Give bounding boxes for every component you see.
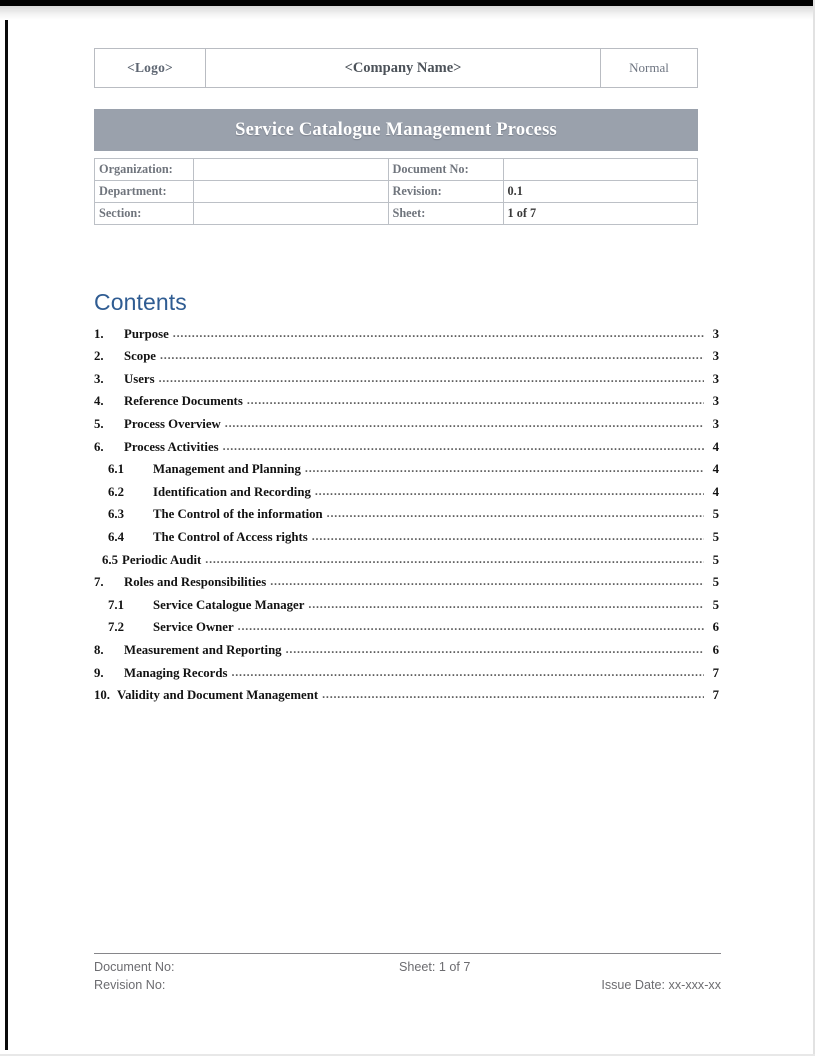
toc-entry[interactable]: [94, 409, 719, 432]
toc-entry-label: The Control of Access rights: [153, 529, 308, 544]
toc-entry-label: Management and Planning: [153, 462, 301, 477]
toc-dot-leader: [231, 666, 704, 679]
toc-dot-leader: [173, 327, 704, 340]
info-label-right: Revision:: [388, 181, 503, 203]
toc-dot-leader: [247, 394, 704, 407]
classification-cell: Normal: [601, 49, 698, 88]
toc-entry[interactable]: [94, 387, 719, 410]
toc-entry-number: 6.2: [108, 484, 124, 499]
toc-entry[interactable]: [94, 364, 719, 387]
info-label-right: Document No:: [388, 159, 503, 181]
toc-entry-label: Service Catalogue Manager: [153, 597, 305, 612]
toc-entry-page: 5: [712, 552, 719, 567]
toc-dot-leader: [205, 553, 704, 566]
toc-entry-number: 3.: [94, 371, 104, 386]
toc-dot-leader: [308, 598, 704, 611]
toc-dot-leader: [225, 417, 704, 430]
toc-entry-page: 5: [712, 597, 719, 612]
toc-entry-label: The Control of the information: [153, 507, 323, 522]
toc-entry-number: 7.1: [108, 597, 124, 612]
toc-entry-label: Periodic Audit: [122, 552, 202, 567]
toc-entry-number: 1.: [94, 326, 104, 341]
frame-top-shadow: [0, 6, 815, 20]
info-value-left: [194, 203, 389, 225]
toc-entry[interactable]: [94, 545, 719, 568]
toc-dot-leader: [160, 349, 704, 362]
footer-divider: [94, 953, 721, 954]
toc-dot-leader: [159, 372, 704, 385]
toc-entry-label: Validity and Document Management: [117, 688, 319, 703]
toc-entry-number: 7.2: [108, 620, 124, 635]
info-table-body: [95, 159, 698, 225]
toc-entry-label: Users: [124, 371, 155, 386]
toc-entry-page: 3: [712, 326, 719, 341]
header-row: [95, 49, 698, 88]
toc-dot-leader: [322, 688, 704, 701]
info-value-left: [194, 181, 389, 203]
toc-entry-label: Process Overview: [124, 416, 221, 431]
toc-entry[interactable]: [94, 568, 719, 591]
info-label-left: Department:: [95, 181, 194, 203]
toc-entry-label: Process Activities: [124, 439, 219, 454]
toc-entry-page: 4: [712, 462, 719, 477]
toc-entry[interactable]: [94, 658, 719, 681]
toc-entry-number: 10.: [94, 688, 110, 703]
info-row: [95, 181, 698, 203]
info-label-left: Section:: [95, 203, 194, 225]
toc-dot-leader: [223, 440, 704, 453]
toc-entry-page: 3: [712, 371, 719, 386]
info-label-right: Sheet:: [388, 203, 503, 225]
toc-entry-number: 6.4: [108, 529, 124, 544]
toc-entry[interactable]: [94, 522, 719, 545]
toc-entry[interactable]: [94, 319, 719, 342]
toc-entry-label: Reference Documents: [124, 394, 243, 409]
toc-dot-leader: [270, 575, 704, 588]
document-header-table: [94, 48, 698, 88]
toc-entry-number: 8.: [94, 642, 104, 657]
toc-entry-number: 5.: [94, 416, 104, 431]
toc-entry-page: 5: [712, 575, 719, 590]
toc-entry-number: 6.: [94, 439, 104, 454]
toc-entry[interactable]: [94, 681, 719, 704]
toc-entry[interactable]: [94, 635, 719, 658]
toc-entry-number: 9.: [94, 665, 104, 680]
toc-dot-leader: [286, 643, 704, 656]
toc-entry-page: 4: [712, 484, 719, 499]
info-value-left: [194, 159, 389, 181]
info-value-right: 0.1: [503, 181, 698, 203]
toc-dot-leader: [238, 620, 704, 633]
page-title: Service Catalogue Management Process: [235, 119, 557, 140]
footer-issue-date: Issue Date: xx-xxx-xx: [601, 978, 721, 992]
toc-entry-page: 7: [712, 665, 719, 680]
contents-heading: Contents: [94, 289, 187, 315]
toc-entry[interactable]: [94, 455, 719, 478]
toc-entry-page: 7: [712, 688, 719, 703]
toc-entry-page: 5: [712, 507, 719, 522]
toc-entry-label: Roles and Responsibilities: [124, 575, 267, 590]
info-value-right: [503, 159, 698, 181]
toc-entry-page: 3: [712, 394, 719, 409]
toc-dot-leader: [327, 507, 704, 520]
toc-entry-label: Identification and Recording: [153, 484, 311, 499]
document-sheet: [8, 20, 807, 1050]
footer-document-no: Document No:: [94, 960, 175, 974]
info-value-right: 1 of 7: [503, 203, 698, 225]
toc-entry[interactable]: [94, 613, 719, 636]
toc-entry-label: Managing Records: [124, 665, 228, 680]
toc-entry-page: 4: [712, 439, 719, 454]
footer-sheet: Sheet: 1 of 7: [399, 960, 471, 974]
toc-entry[interactable]: [94, 342, 719, 365]
toc-entry-number: 7.: [94, 575, 104, 590]
document-info-table: [94, 158, 698, 225]
toc-entry[interactable]: [94, 432, 719, 455]
footer-revision-no: Revision No:: [94, 978, 166, 992]
document-footer: [94, 960, 721, 996]
toc-entry[interactable]: [94, 500, 719, 523]
toc-dot-leader: [315, 485, 704, 498]
toc-entry-number: 6.1: [108, 462, 124, 477]
toc-entry-number: 6.3: [108, 507, 124, 522]
toc-entry-label: Purpose: [124, 326, 169, 341]
toc-entry-page: 6: [712, 620, 719, 635]
document-title-bar: [94, 109, 698, 151]
toc-entry[interactable]: [94, 590, 719, 613]
toc-entry[interactable]: [94, 477, 719, 500]
toc-dot-leader: [305, 462, 704, 475]
table-of-contents: [94, 319, 719, 703]
toc-entry-number: 4.: [94, 394, 104, 409]
toc-entry-page: 5: [712, 529, 719, 544]
toc-entry-label: Scope: [124, 349, 156, 364]
toc-entry-label: Measurement and Reporting: [124, 642, 282, 657]
info-row: [95, 203, 698, 225]
toc-entry-number: 2.: [94, 349, 104, 364]
footer-row-top: [94, 960, 721, 978]
toc-entry-page: 3: [712, 349, 719, 364]
toc-entry-page: 3: [712, 416, 719, 431]
toc-entry-page: 6: [712, 642, 719, 657]
info-row: [95, 159, 698, 181]
info-label-left: Organization:: [95, 159, 194, 181]
company-name-cell: <Company Name>: [206, 49, 601, 88]
toc-entry-label: Service Owner: [153, 620, 234, 635]
toc-entry-number: 6.5: [102, 552, 118, 567]
logo-placeholder-cell: <Logo>: [95, 49, 206, 88]
toc-dot-leader: [312, 530, 704, 543]
footer-row-bottom: [94, 978, 721, 996]
